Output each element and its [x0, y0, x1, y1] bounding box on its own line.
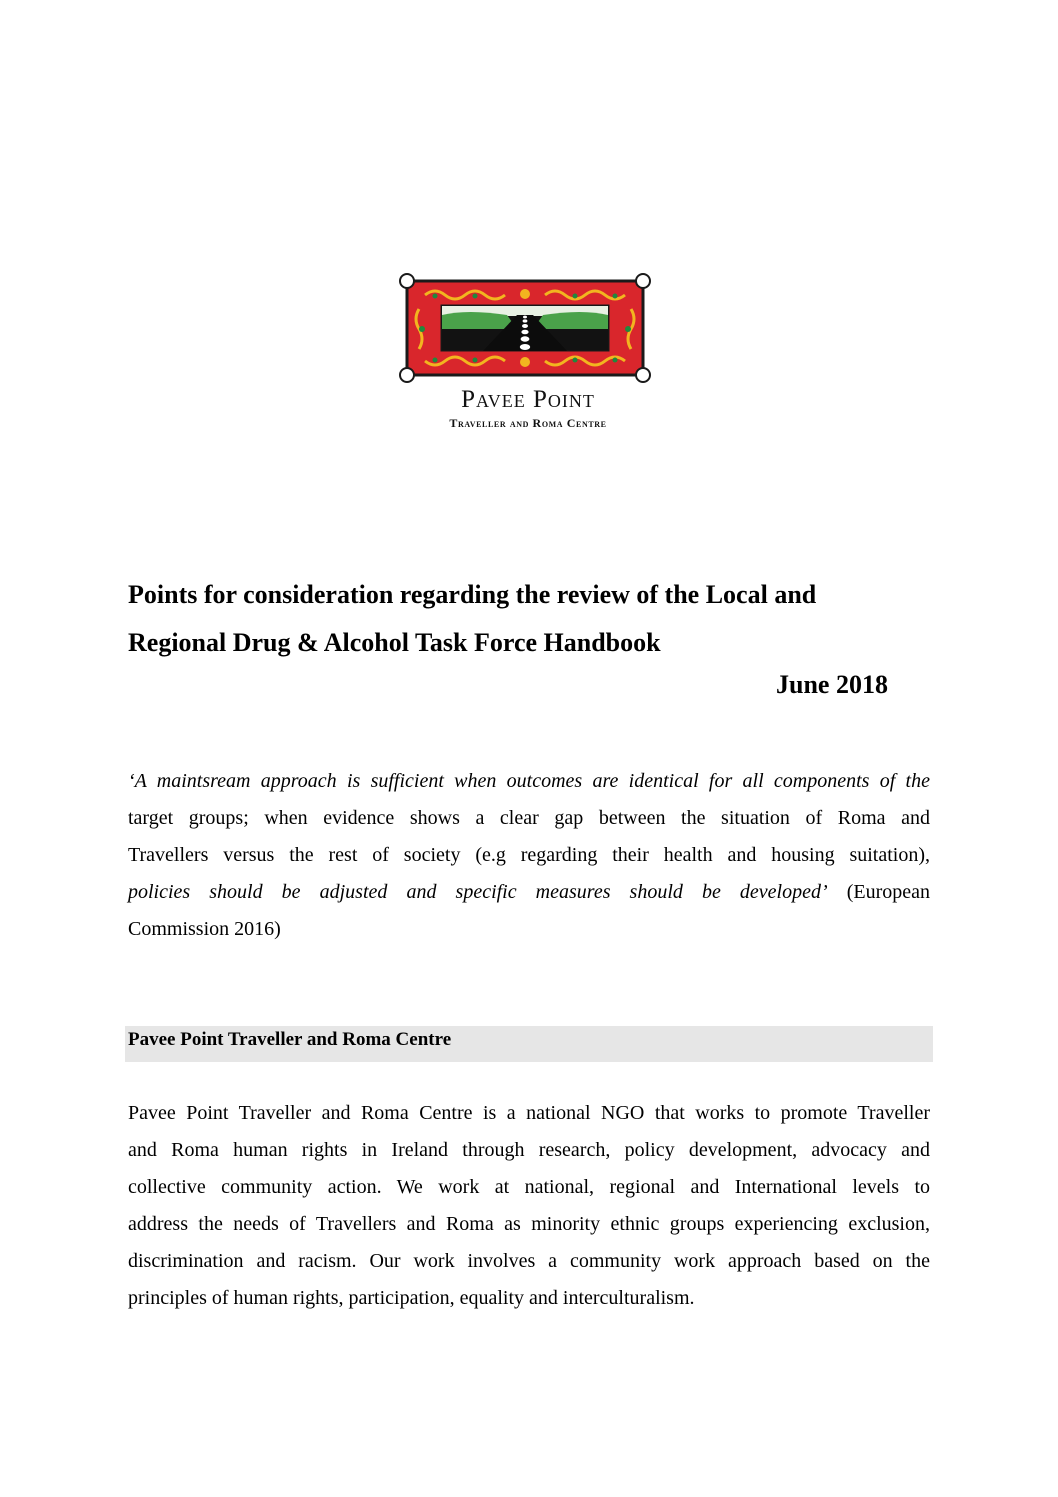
quote-line-2: target groups; when evidence shows a clear gap between the situation of Roma and — [128, 807, 930, 829]
section-heading-bar — [125, 1026, 933, 1062]
logo-wordmark: Pavee Point — [461, 386, 595, 413]
paragraph-line: principles of human rights, participation, equality and interculturalism. — [128, 1287, 695, 1309]
quote-line-3: Travellers versus the rest of society (e.g regarding their health and housing suitation), — [128, 844, 930, 866]
section-heading: Pavee Point Traveller and Roma Centre — [128, 1029, 452, 1050]
logo-emblem-icon — [367, 243, 689, 383]
quote-line-4 — [128, 874, 930, 911]
document-date: June 2018 — [776, 670, 888, 699]
quote-line-1: ‘A maintsream approach is sufficient when outcomes are identical for all components of the — [128, 770, 930, 792]
title-line-1: Points for consideration regarding the review of the Local and — [128, 580, 817, 609]
title-line-2: Regional Drug & Alcohol Task Force Handbook — [128, 628, 661, 657]
paragraph-line: collective community action. We work at national, regional and International levels to — [128, 1176, 930, 1198]
quote-line-5: Commission 2016) — [128, 918, 281, 940]
epigraph-quote — [128, 763, 930, 948]
document-title — [128, 571, 928, 667]
quote-line-4-italic: policies should be adjusted and specific measures should be developed’ — [128, 881, 828, 903]
paragraph-line: discrimination and racism. Our work involves a community work approach based on the — [128, 1250, 930, 1272]
paragraph-line: Pavee Point Traveller and Roma Centre is a national NGO that works to promote Traveller — [128, 1102, 930, 1124]
quote-line-4-rest: (European — [827, 881, 930, 903]
paragraph-line: and Roma human rights in Ireland through research, policy development, advocacy and — [128, 1139, 930, 1161]
pavee-point-logo — [367, 243, 689, 457]
logo-subtitle: Traveller and Roma Centre — [449, 416, 607, 430]
paragraph-line: address the needs of Travellers and Roma as minority ethnic groups experiencing exclusion, — [128, 1213, 930, 1235]
section-paragraph — [128, 1095, 930, 1317]
